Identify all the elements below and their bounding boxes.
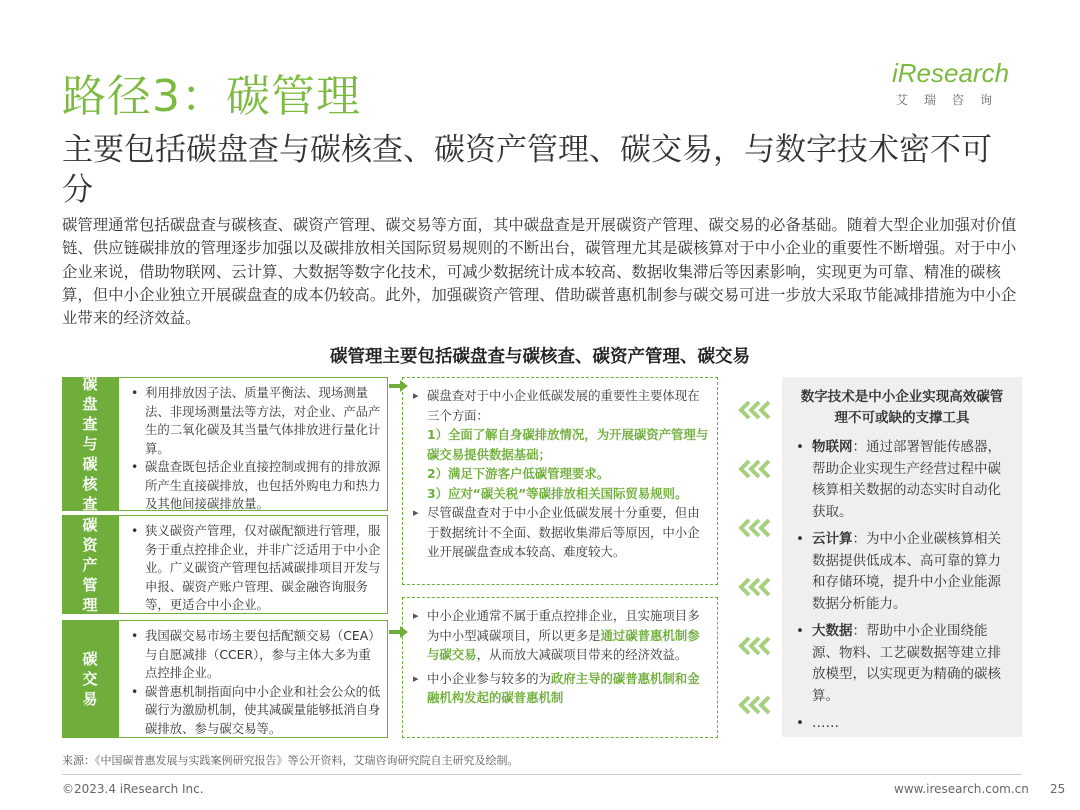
double-chevron-left-icon xyxy=(735,518,771,538)
carbon-inclusion-box xyxy=(402,597,718,738)
copyright: ©2023.4 iResearch Inc. xyxy=(62,782,204,796)
category-box-carbon-asset xyxy=(118,515,388,614)
tech-desc: ：通过部署智能传感器，帮助企业实现生产经营过程中碳核算相关数据的动态实时自动化获取。 xyxy=(812,439,1001,520)
list-item: • 狭义碳资产管理，仅对碳配额进行管理，服务于重点控排企业，并非广泛适用于中小企业。广义碳资产管理包括减碳排项目开发与申报、碳资产账户管理、碳金融咨询服务等，更适合中小企业。 xyxy=(127,522,381,615)
category-label-text: 碳交易 xyxy=(82,650,98,708)
list-item xyxy=(411,386,711,503)
list-item: • 我国碳交易市场主要包括配额交易（CEA）与自愿减排（CCER），参与主体大多为重点控排企业。 xyxy=(127,627,381,683)
tech-name: 云计算 xyxy=(812,531,853,547)
list-item xyxy=(411,606,711,665)
category-box-carbon-trading xyxy=(118,620,388,738)
list-item: • 碳普惠机制指面向中小企业和社会公众的低碳行为激励机制，使其减碳量能够抵消自身碳排放、参与碳交易等。 xyxy=(127,683,381,739)
page-subtitle: 主要包括碳盘查与碳核查、碳资产管理、碳交易，与数字技术密不可分 xyxy=(62,132,992,208)
double-chevron-left-icon xyxy=(735,459,771,479)
logo-text: iResearch xyxy=(892,58,1010,88)
tech-name: 大数据 xyxy=(812,623,853,639)
list-item: • 利用排放因子法、质量平衡法、现场测量法、非现场测量法等方法，对企业、产品产生的二氧化碳及其当量气体排放进行量化计算。 xyxy=(127,384,381,458)
category-label-text: 碳资产管理 xyxy=(82,515,98,614)
list-item-text: ，从而放大减碳项目带来的经济效益。 xyxy=(476,647,688,662)
double-chevron-left-icon xyxy=(735,636,771,656)
tech-desc: ：帮助中小企业围绕能源、物料、工艺碳数据等建立排放模型，以实现更为精确的碳核算。 xyxy=(812,623,1001,704)
brand-logo xyxy=(892,58,1022,108)
list-item xyxy=(796,713,1008,735)
logo-subtext: 艾瑞咨询 xyxy=(896,93,1009,107)
list-item xyxy=(796,621,1008,707)
double-chevron-left-icon xyxy=(735,400,771,420)
key-point: 1）全面了解自身碳排放情况，为开展碳资产管理与碳交易提供数据基础； xyxy=(427,427,709,462)
highlight-text: 通过碳普惠机制参与碳交易 xyxy=(427,627,700,662)
tech-name: 物联网 xyxy=(812,439,853,455)
category-box-carbon-inventory xyxy=(118,377,388,511)
digital-tech-box xyxy=(782,377,1022,737)
list-item: • 碳盘查既包括企业直接控制或拥有的排放源所产生直接碳排放，也包括外购电力和热力及其他间接碳排放量。 xyxy=(127,458,381,514)
double-chevron-left-icon xyxy=(735,577,771,597)
source-note: 来源：《中国碳普惠发展与实践案例研究报告》等公开资料，艾瑞咨询研究院自主研究及绘制。 xyxy=(62,754,519,767)
footer-divider xyxy=(62,774,1022,775)
list-item-text: 碳盘查对于中小企业低碳发展的重要性主要体现在三个方面： xyxy=(427,388,700,423)
list-item-text: 中小企业通常不属于重点控排企业，且实施项目多为中小型减碳项目，所以更多是 xyxy=(427,608,700,643)
tech-desc: …… xyxy=(812,715,839,731)
intro-paragraph: 碳管理通常包括碳盘查与碳核查、碳资产管理、碳交易等方面，其中碳盘查是开展碳资产管理、碳交易的必备基础。随着大型企业加强对价值链、供应链碳排放的管理逐步加强以及碳排放相关国际贸易规则的不断出台，碳管理尤其是碳核算对于中小企业的重要性不断增强。对于中小企业来说，借助物联网、云计算、大数据等数字化技术，可减少数据统计成本较高、数据收集滞后等因素影响，实现更为可靠、精准的碳核算，但中小企业独立开展碳盘查的成本仍较高。此外，加强碳资产管理、借助碳普惠机制参与碳交易可进一步放大采取节能减排措施为中小企业带来的经济效益。 xyxy=(62,216,1017,328)
list-item xyxy=(411,669,711,708)
inventory-importance-box xyxy=(402,377,718,585)
list-item-text: 中小企业参与较多的为 xyxy=(427,670,551,686)
page-title: 路径3：碳管理 xyxy=(62,71,361,122)
highlight-text: 政府主导的碳普惠机制和金融机构发起的碳普惠机制 xyxy=(427,670,700,705)
list-item xyxy=(796,529,1008,615)
page-number: 25 xyxy=(1050,782,1066,796)
double-chevron-left-icon xyxy=(735,695,771,715)
section-title: 碳管理主要包括碳盘查与碳核查、碳资产管理、碳交易 xyxy=(330,347,750,367)
list-item: ▸ 尽管碳盘查对于中小企业低碳发展十分重要，但由于数据统计不全面、数据收集滞后等原因，中小企业开展碳盘查成本较高、难度较大。 xyxy=(411,503,711,562)
list-item xyxy=(796,437,1008,523)
category-label-carbon-trading xyxy=(62,620,118,738)
key-point: 3）应对“碳关税”等碳排放相关国际贸易规则。 xyxy=(427,485,688,501)
category-label-text: 碳盘查与碳核查 xyxy=(82,375,98,513)
digital-tech-title: 数字技术是中小企业实现高效碳管理不可或缺的支撑工具 xyxy=(800,389,1004,426)
category-label-carbon-asset xyxy=(62,515,118,614)
key-point: 2）满足下游客户低碳管理要求。 xyxy=(427,466,610,481)
category-label-carbon-inventory xyxy=(62,377,118,511)
tech-desc: ：为中小企业碳核算相关数据提供低成本、高可靠的算力和存储环境，提升中小企业能源数据分析能力。 xyxy=(812,531,1001,612)
website-link[interactable]: www.iresearch.com.cn xyxy=(894,782,1029,796)
